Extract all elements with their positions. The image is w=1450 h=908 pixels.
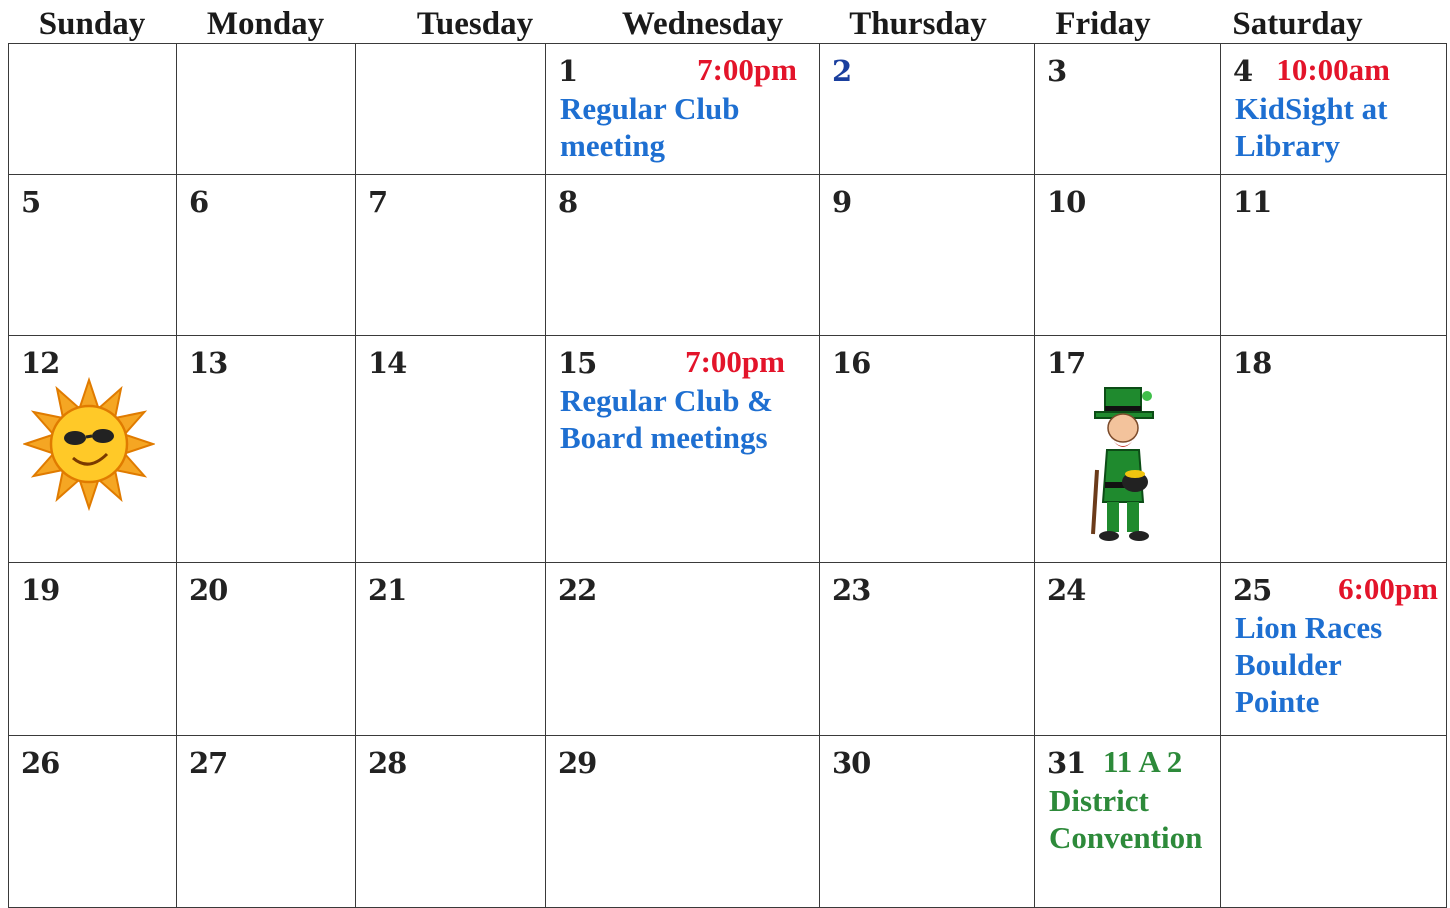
event-title (1235, 90, 1387, 164)
day-number: 8 (558, 185, 578, 219)
leprechaun-icon (1085, 384, 1165, 548)
event-time: 10:00am (1276, 52, 1390, 87)
day-cell-18[interactable] (1221, 336, 1447, 563)
day-number: 1 (558, 54, 578, 88)
day-cell-24[interactable] (1035, 563, 1221, 736)
day-cell-17[interactable] (1035, 336, 1221, 563)
day-number: 20 (189, 573, 228, 607)
event-line: Convention (1049, 820, 1203, 855)
day-cell-6[interactable] (177, 175, 356, 336)
day-cell-21[interactable] (356, 563, 546, 736)
day-cell-26[interactable] (9, 736, 177, 908)
weekday-saturday: Saturday (1232, 6, 1363, 42)
day-number: 28 (368, 746, 407, 780)
day-cell-15[interactable] (546, 336, 820, 563)
event-line: Regular Club & (560, 383, 774, 418)
day-number: 11 (1233, 185, 1272, 219)
day-number: 5 (21, 185, 41, 219)
weekday-wednesday: Wednesday (621, 6, 784, 42)
event-time: 7:00pm (697, 52, 797, 87)
weekday-monday: Monday (206, 6, 325, 42)
week-row (9, 44, 1447, 175)
day-number: 26 (21, 746, 60, 780)
event-line: District (1049, 783, 1149, 818)
day-number: 30 (832, 746, 871, 780)
day-number: 17 (1047, 346, 1086, 380)
event-time: 7:00pm (685, 344, 785, 379)
day-number: 10 (1047, 185, 1086, 219)
weekday-friday: Friday (1055, 6, 1151, 42)
day-number: 3 (1047, 54, 1067, 88)
weekday-tuesday: Tuesday (416, 6, 534, 42)
day-number: 13 (189, 346, 228, 380)
day-cell-empty (1221, 736, 1447, 908)
week-row (9, 736, 1447, 908)
day-cell-16[interactable] (820, 336, 1035, 563)
event-title (560, 382, 773, 456)
event-title (1049, 782, 1202, 856)
day-cell-3[interactable] (1035, 44, 1221, 175)
day-cell-25[interactable] (1221, 563, 1447, 736)
week-row (9, 563, 1447, 736)
day-number: 22 (558, 573, 597, 607)
day-number: 27 (189, 746, 228, 780)
day-cell-23[interactable] (820, 563, 1035, 736)
district-label: 11 A 2 (1103, 744, 1183, 779)
day-number: 12 (21, 346, 60, 380)
week-row (9, 336, 1447, 563)
event-line: Board meetings (560, 420, 768, 455)
day-cell-empty (177, 44, 356, 175)
day-cell-28[interactable] (356, 736, 546, 908)
day-cell-8[interactable] (546, 175, 820, 336)
day-number: 16 (832, 346, 871, 380)
event-title (560, 90, 739, 164)
day-number: 15 (558, 346, 597, 380)
day-cell-12[interactable] (9, 336, 177, 563)
day-number: 7 (368, 185, 388, 219)
event-line: KidSight at (1235, 91, 1388, 126)
week-row (9, 175, 1447, 336)
day-cell-4[interactable] (1221, 44, 1447, 175)
event-line: Regular Club (560, 91, 740, 126)
day-cell-13[interactable] (177, 336, 356, 563)
day-number: 18 (1233, 346, 1272, 380)
day-cell-14[interactable] (356, 336, 546, 563)
day-number: 6 (189, 185, 209, 219)
day-cell-2[interactable] (820, 44, 1035, 175)
day-number: 14 (368, 346, 407, 380)
day-cell-empty (9, 44, 177, 175)
day-number: 25 (1233, 573, 1272, 607)
day-number: 4 (1233, 54, 1253, 88)
day-cell-31[interactable] (1035, 736, 1221, 908)
day-number: 21 (368, 573, 407, 607)
day-cell-20[interactable] (177, 563, 356, 736)
event-line: Library (1235, 128, 1341, 163)
day-cell-10[interactable] (1035, 175, 1221, 336)
event-line: Pointe (1235, 684, 1320, 719)
day-cell-11[interactable] (1221, 175, 1447, 336)
event-line: meeting (560, 128, 666, 163)
event-line: Boulder (1235, 647, 1342, 682)
weekday-sunday: Sunday (38, 6, 146, 42)
day-number: 23 (832, 573, 871, 607)
day-number: 2 (832, 54, 852, 88)
day-cell-30[interactable] (820, 736, 1035, 908)
weekday-header-row (0, 0, 1450, 44)
day-cell-29[interactable] (546, 736, 820, 908)
day-cell-1[interactable] (546, 44, 820, 175)
event-line: Lion Races (1235, 610, 1383, 645)
day-cell-7[interactable] (356, 175, 546, 336)
day-cell-9[interactable] (820, 175, 1035, 336)
day-cell-5[interactable] (9, 175, 177, 336)
day-cell-empty (356, 44, 546, 175)
weekday-thursday: Thursday (849, 6, 987, 42)
event-title (1235, 609, 1382, 720)
sun-with-sunglasses-icon (23, 376, 155, 512)
day-number: 31 (1047, 746, 1086, 780)
day-cell-22[interactable] (546, 563, 820, 736)
day-number: 19 (21, 573, 60, 607)
day-cell-19[interactable] (9, 563, 177, 736)
day-cell-27[interactable] (177, 736, 356, 908)
calendar-grid (8, 43, 1447, 908)
day-number: 24 (1047, 573, 1086, 607)
day-number: 9 (832, 185, 852, 219)
event-time: 6:00pm (1338, 571, 1438, 606)
day-number: 29 (558, 746, 597, 780)
